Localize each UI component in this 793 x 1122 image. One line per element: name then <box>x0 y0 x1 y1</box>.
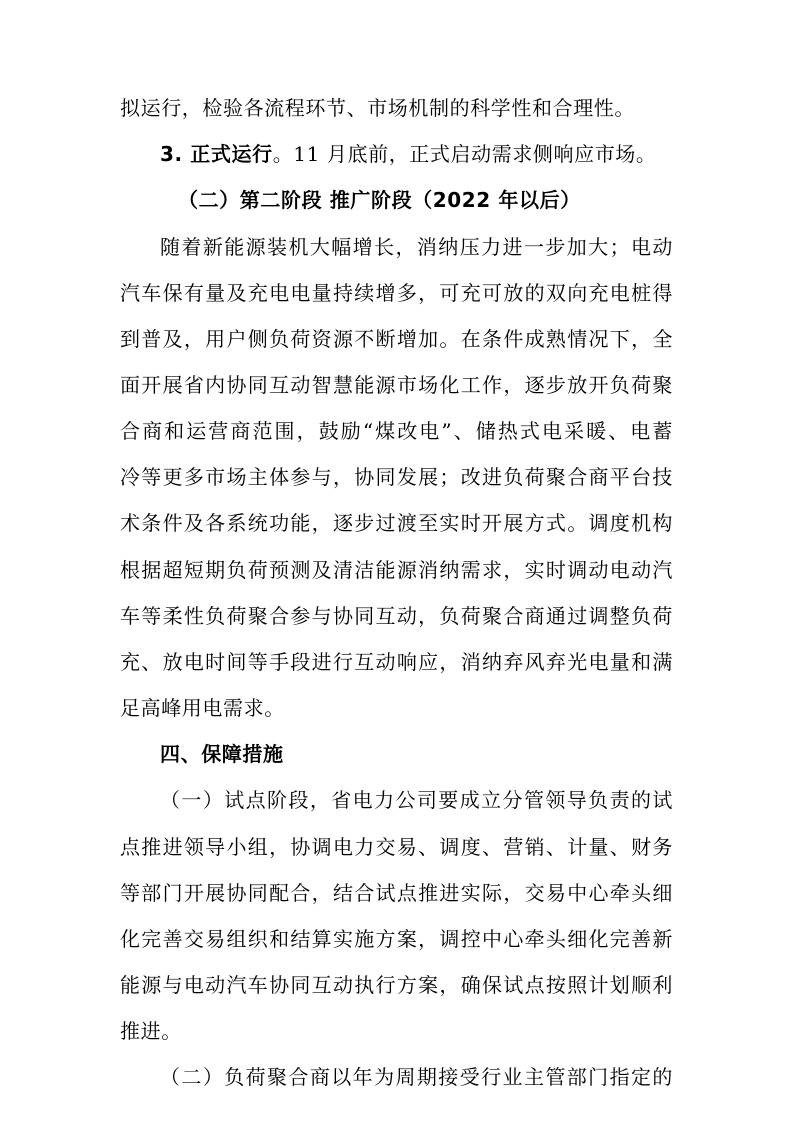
paragraph-line: 足高峰用电需求。 <box>120 696 285 720</box>
paragraph-line: 推进。 <box>120 1019 182 1043</box>
paragraph-line: 合商和运营商范围，鼓励“煤改电”、储热式电采暖、电蓄 <box>120 419 673 443</box>
paragraph-line: 面开展省内协同互动智慧能源市场化工作，逐步放开负荷聚 <box>120 373 673 397</box>
paragraph-line-1: 拟运行，检验各流程环节、市场机制的科学性和合理性。 <box>120 96 635 120</box>
paragraph-line: 点推进领导小组，协调电力交易、调度、营销、计量、财务 <box>120 835 673 859</box>
paragraph-line: 随着新能源装机大幅增长，消纳压力进一步加大；电动 <box>160 235 673 259</box>
section-heading-phase-two: （二）第二阶段 推广阶段（2022 年以后） <box>178 188 581 212</box>
paragraph-line: 汽车保有量及充电电量持续增多，可充可放的双向充电桩得 <box>120 281 673 305</box>
section-heading-safeguards: 四、保障措施 <box>160 742 284 766</box>
paragraph-line: 根据超短期负荷预测及清洁能源消纳需求，实时调动电动汽 <box>120 558 673 582</box>
list-item-heading: 3. 正式运行 <box>160 142 273 166</box>
list-item-3 <box>160 142 657 166</box>
paragraph-line: （一）试点阶段，省电力公司要成立分管领导负责的试 <box>160 788 673 812</box>
paragraph-line: 到普及，用户侧负荷资源不断增加。在条件成熟情况下，全 <box>120 327 673 351</box>
paragraph-line: 车等柔性负荷聚合参与协同互动，负荷聚合商通过调整负荷 <box>120 604 673 628</box>
list-item-text: 。11 月底前，正式启动需求侧响应市场。 <box>272 142 657 166</box>
paragraph-line: （二）负荷聚合商以年为周期接受行业主管部门指定的 <box>160 1065 673 1089</box>
paragraph-line: 化完善交易组织和结算实施方案，调控中心牵头细化完善新 <box>120 927 673 951</box>
paragraph-line: 充、放电时间等手段进行互动响应，消纳弃风弃光电量和满 <box>120 650 673 674</box>
paragraph-line: 冷等更多市场主体参与，协同发展；改进负荷聚合商平台技 <box>120 465 673 489</box>
paragraph-line: 术条件及各系统功能，逐步过渡至实时开展方式。调度机构 <box>120 511 673 535</box>
paragraph-line: 能源与电动汽车协同互动执行方案，确保试点按照计划顺利 <box>120 973 673 997</box>
paragraph-line: 等部门开展协同配合，结合试点推进实际，交易中心牵头细 <box>120 881 673 905</box>
